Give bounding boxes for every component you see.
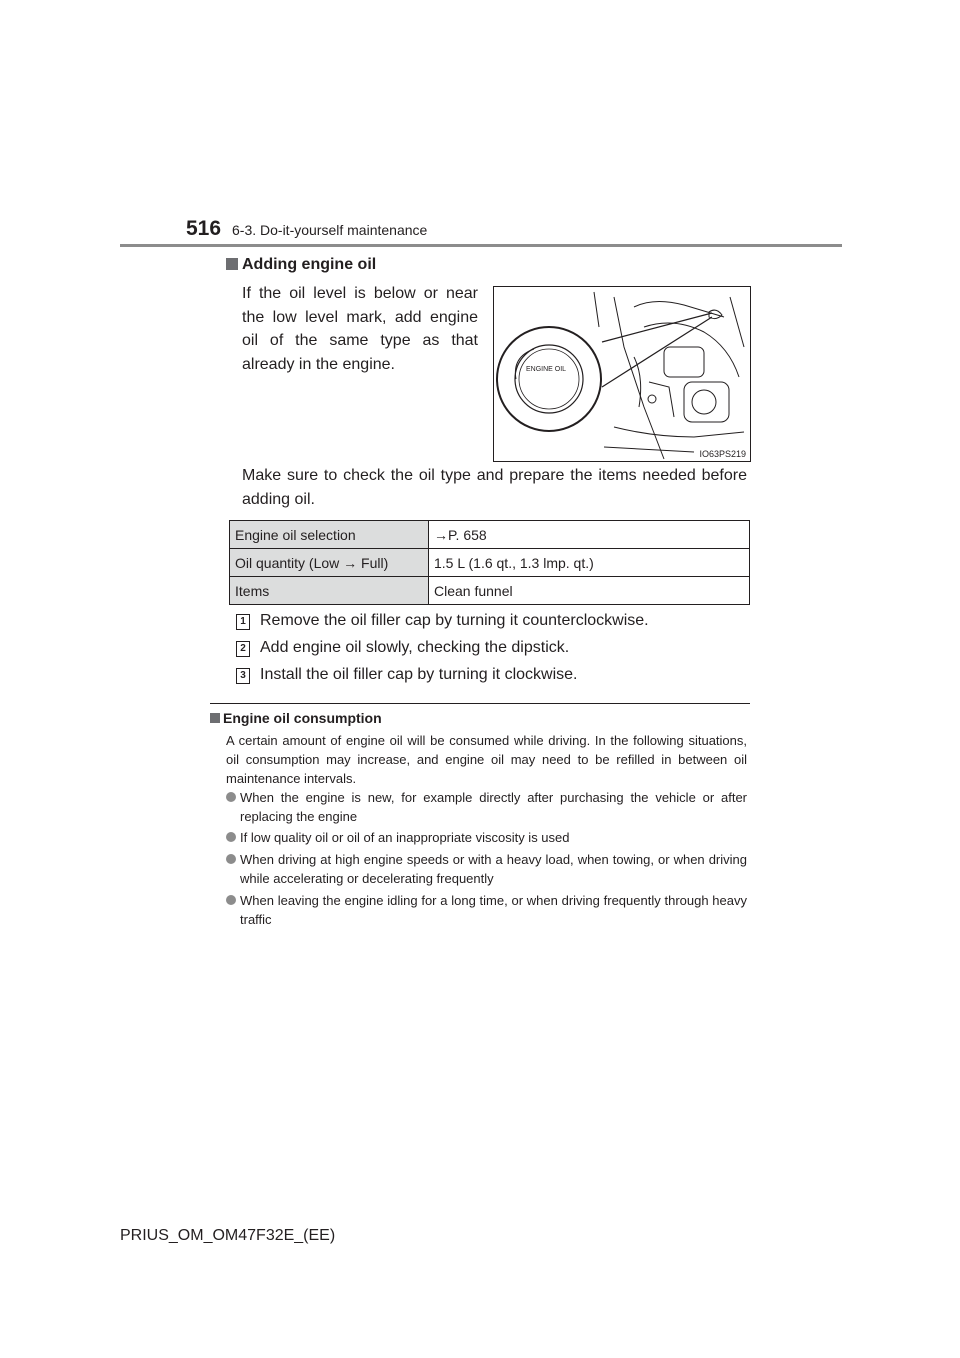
table-key: Oil quantity (Low → Full) [230,549,429,577]
table-value: →P. 658 [429,521,750,549]
table-value: Clean funnel [429,577,750,605]
table-value: 1.5 L (1.6 qt., 1.3 lmp. qt.) [429,549,750,577]
page-number: 516 [186,217,222,240]
table-key: Engine oil selection [230,521,429,549]
oil-spec-table [229,520,750,605]
table-key: Items [230,577,429,605]
step-text: Remove the oil filler cap by turning it counterclockwise. [260,612,649,629]
step-number: 2 [236,641,250,657]
info-heading: Engine oil consumption [210,710,382,726]
step-number: 1 [236,614,250,630]
intro-paragraph: If the oil level is below or near the low level mark, add engine oil of the same type as that already in the engine. [242,285,478,373]
info-divider [210,703,750,704]
bullet-item: If low quality oil or oil of an inappropriate viscosity is used [226,828,747,847]
square-bullet-icon [226,258,238,270]
cap-label: ENGINE OIL [526,366,567,373]
engine-bay-drawing [494,287,750,461]
bullet-dot-icon [226,832,236,842]
engine-oil-cap-illustration [493,286,751,462]
square-bullet-icon [210,713,220,723]
step-number: 3 [236,668,250,684]
step-text: Install the oil filler cap by turning it clockwise. [260,666,578,683]
document-footer-code: PRIUS_OM_OM47F32E_(EE) [120,1227,336,1244]
table-row [230,577,750,605]
step-text: Add engine oil slowly, checking the dipstick. [260,639,570,656]
bullet-dot-icon [226,895,236,905]
bullet-item: When driving at high engine speeds or with a heavy load, when towing, or when driving while accelerating or decelerating frequently [226,850,747,888]
header-divider [120,244,842,247]
table-row [230,521,750,549]
note-paragraph: Make sure to check the oil type and prepare the items needed before adding oil. [242,467,747,508]
section-title: 6-3. Do-it-yourself maintenance [232,222,428,238]
heading-adding-engine-oil: Adding engine oil [226,256,376,274]
table-row [230,549,750,577]
bullet-item: When leaving the engine idling for a long time, or when driving frequently through heavy traffic [226,891,747,929]
illustration-code: IO63PS219 [699,449,746,459]
info-body: A certain amount of engine oil will be consumed while driving. In the following situations, oil consumption may increase, and engine oil may need to be refilled in between oil maintenance intervals. [226,733,747,786]
bullet-item: When the engine is new, for example directly after purchasing the vehicle or after replacing the engine [226,788,747,826]
bullet-dot-icon [226,792,236,802]
bullet-dot-icon [226,854,236,864]
